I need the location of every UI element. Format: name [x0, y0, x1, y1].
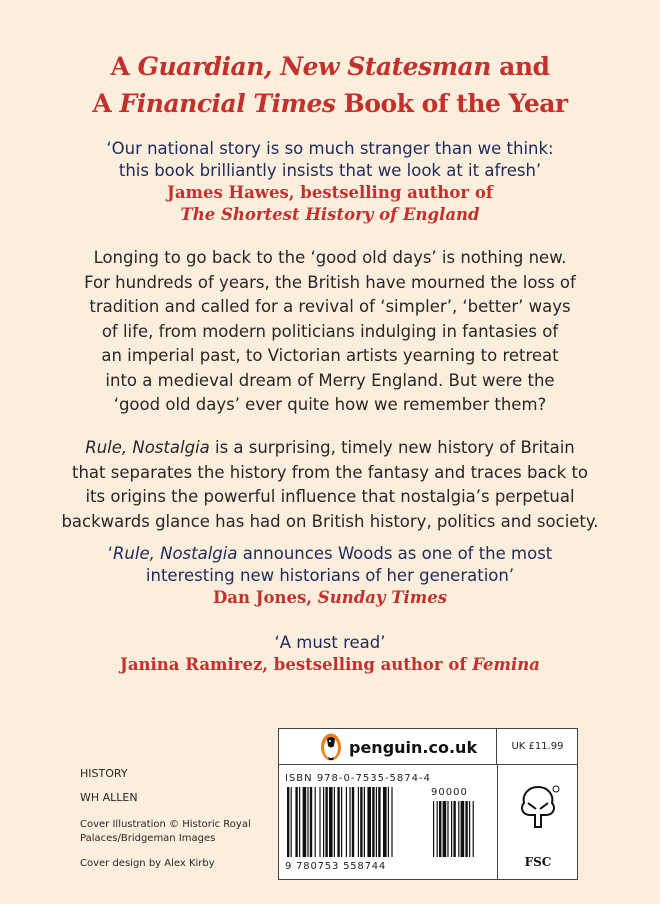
barcode-digits: 9 780753 558744 — [285, 861, 387, 872]
fsc-label: FSC — [524, 855, 552, 869]
barcode-bar — [383, 787, 387, 857]
barcode-bar — [325, 787, 327, 857]
barcode-bar — [329, 787, 333, 857]
barcode-bar — [337, 787, 339, 857]
addon-code: 90000 — [431, 787, 468, 798]
barcode-bars — [285, 787, 491, 859]
publisher-website: penguin.co.uk — [349, 738, 478, 757]
publisher-row — [279, 729, 497, 765]
barcode-bar — [388, 787, 389, 857]
barcode-addon-bar — [453, 801, 455, 857]
barcode-bar — [352, 787, 354, 857]
barcode-addon-bar — [465, 801, 467, 857]
barcode-addon-bar — [443, 801, 447, 857]
barcode-bar — [391, 787, 392, 857]
barcode-bar — [291, 787, 292, 857]
quote-attribution: James Hawes, bestselling author of — [167, 183, 493, 202]
barcode-bar — [349, 787, 350, 857]
barcode-bar — [341, 787, 342, 857]
barcode-bar — [358, 787, 359, 857]
barcode-addon-bar — [461, 801, 465, 857]
price-label: UK £11.99 — [497, 729, 578, 765]
barcode-bar — [334, 787, 335, 857]
fsc-cell — [497, 765, 578, 880]
isbn-label: ISBN 978-0-7535-5874-4 — [285, 773, 431, 784]
quote-attribution: Dan Jones, Sunday Times — [212, 588, 448, 607]
fsc-tree-icon — [514, 783, 562, 833]
barcode-bar — [287, 787, 289, 857]
barcode-bar — [319, 787, 320, 857]
barcode-bar — [378, 787, 380, 857]
barcode-addon-bar — [433, 801, 434, 857]
penguin-logo-icon — [319, 732, 343, 762]
barcode-bar — [295, 787, 297, 857]
barcode-bar — [360, 787, 362, 857]
barcode-bar — [372, 787, 374, 857]
category-label: HISTORY — [80, 767, 128, 780]
barcode-bar — [303, 787, 307, 857]
barcode-bar — [315, 787, 316, 857]
quote-attribution: Janina Ramirez, bestselling author of Femina — [120, 655, 540, 674]
barcode-addon-bar — [469, 801, 470, 857]
barcode-addon-bar — [458, 801, 459, 857]
barcode-bar — [310, 787, 312, 857]
headline-line-2: A Financial Times Book of the Year — [92, 89, 568, 118]
barcode-addon-bar — [439, 801, 441, 857]
barcode-bar — [307, 787, 308, 857]
review-quote-ramirez: ‘A must read’ Janina Ramirez, bestselling author of Femina — [0, 632, 660, 676]
publisher-label: WH ALLEN — [80, 791, 138, 804]
barcode-bar — [299, 787, 300, 857]
barcode-bar — [323, 787, 324, 857]
award-headline — [0, 48, 660, 122]
barcode-panel — [278, 728, 578, 880]
barcode-addon-bar — [451, 801, 452, 857]
blurb-paragraph-2: Rule, Nostalgia is a surprising, timely new history of Britain that separates the history from the fantasy and traces back to its origins the powerful influence that nostalgia’s perpetual backwards glance has had on British history, politics and society. — [61, 438, 599, 531]
review-quote-jones: ‘Rule, Nostalgia announces Woods as one of the most interesting new historians of her generation’ Dan Jones, Sunday Times — [0, 543, 660, 609]
cover-credit: Cover Illustration © Historic Royal Palaces/Bridgeman Images — [80, 819, 251, 844]
design-credit: Cover design by Alex Kirby — [80, 858, 215, 869]
barcode-bar — [376, 787, 377, 857]
barcode-addon-bar — [437, 801, 438, 857]
barcode-bar — [364, 787, 365, 857]
headline-line-1: A Guardian, New Statesman and — [110, 52, 550, 81]
blurb-paragraph-1: Longing to go back to the ‘good old days’ is nothing new. For hundreds of years, the British have mourned the loss of tradition and called for a revival of ‘simpler’, ‘better’ ways of life, from modern politicians indulging in fantasies of an imperial past, to Victorian artists yearning to retreat into a medieval dream of Merry England. But were the ‘good old days’ ever quite how we remember them? — [84, 248, 576, 414]
barcode-bar — [346, 787, 347, 857]
barcode-addon-bar — [473, 801, 474, 857]
barcode-addon-bar — [447, 801, 448, 857]
review-quote-hawes: ‘Our national story is so much stranger than we think: this book brilliantly insists that we look at it afresh’ James Hawes, bestselling author of The Shortest History of England — [0, 138, 660, 226]
barcode-bar — [367, 787, 371, 857]
